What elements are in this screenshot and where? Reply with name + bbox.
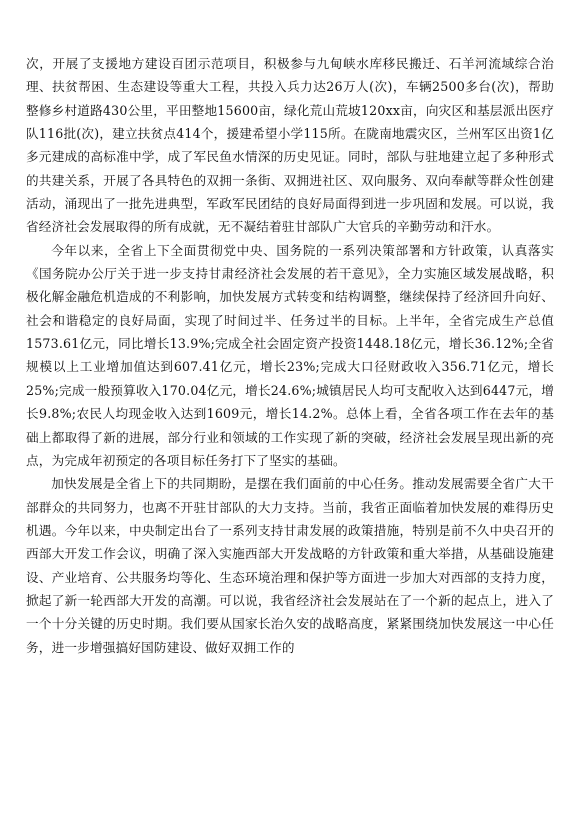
paragraph-3: 加快发展是全省上下的共同期盼，是摆在我们面前的中心任务。推动发展需要全省广大干部群众的共同努力，也离不开驻甘部队的大力支持。当前，我省正面临着加快发展的难得历史机遇。今年以来，中央制定出台了一系列支持甘肃发展的政策措施，特别是前不久中央召开的西部大开发工作会议，明确了深入实施西部大开发战略的方针政策和重大举措，从基础设施建设、产业培育、公共服务均等化、生态环境治理和保护等方面进一步加大对西部的支持力度，掀起了新一轮西部大开发的高潮。可以说，我省经济社会发展站在了一个新的起点上，进入了一个十分关键的历史时期。我们要从国家长治久安的战略高度，紧紧围绕加快发展这一中心任务，进一步增强搞好国防建设、做好双拥工作的 (26, 476, 554, 655)
paragraph-2: 今年以来，全省上下全面贯彻党中央、国务院的一系列决策部署和方针政策，认真落实《国务院办公厅关于进一步支持甘肃经济社会发展的若干意见》，全力实施区域发展战略，积极化解金融危机造成的不利影响，加快发展方式转变和结构调整，继续保持了经济回升向好、社会和谐稳定的良好局面，实现了时间过半、任务过半的目标。上半年，全省完成生产总值1573.61亿元，同比增长13.9%;完成全社会固定资产投资1448.18亿元，增长36.12%;全省规模以上工业增加值达到607.41亿元，增长23%;完成大口径财政收入356.71亿元，增长25%;完成一般预算收入170.04亿元，增长24.6%;城镇居民人均可支配收入达到6447元，增长9.8%;农民人均现金收入达到1609元，增长14.2%。总体上看，全省各项工作在去年的基础上都取得了新的进展，部分行业和领域的工作实现了新的突破，经济社会发展呈现出新的亮点，为完成年初预定的各项目标任务打下了坚实的基础。 (26, 242, 554, 468)
paragraph-1: 次，开展了支援地方建设百团示范项目，积极参与九甸峡水库移民搬迁、石羊河流域综合治理、扶贫帮困、生态建设等重大工程，共投入兵力达26万人(次)，车辆2500多台(次)，帮助整修乡村道路430公里，平田整地15600亩，绿化荒山荒坡120xx亩，向灾区和基层派出医疗队116批(次)，建立扶贫点414个，援建希望小学115所。在陇南地震灾区，兰州军区出资1亿多元建成的高标准中学，成了军民鱼水情深的历史见证。同时，部队与驻地建立起了多种形式的共建关系，开展了各具特色的双拥一条街、双拥进社区、双向服务、双向奉献等群众性创建活动，涌现出了一批先进典型，军政军民团结的良好局面得到进一步巩固和发展。可以说，我省经济社会发展取得的所有成就，无不凝结着驻甘部队广大官兵的辛勤劳动和汗水。 (26, 56, 554, 235)
